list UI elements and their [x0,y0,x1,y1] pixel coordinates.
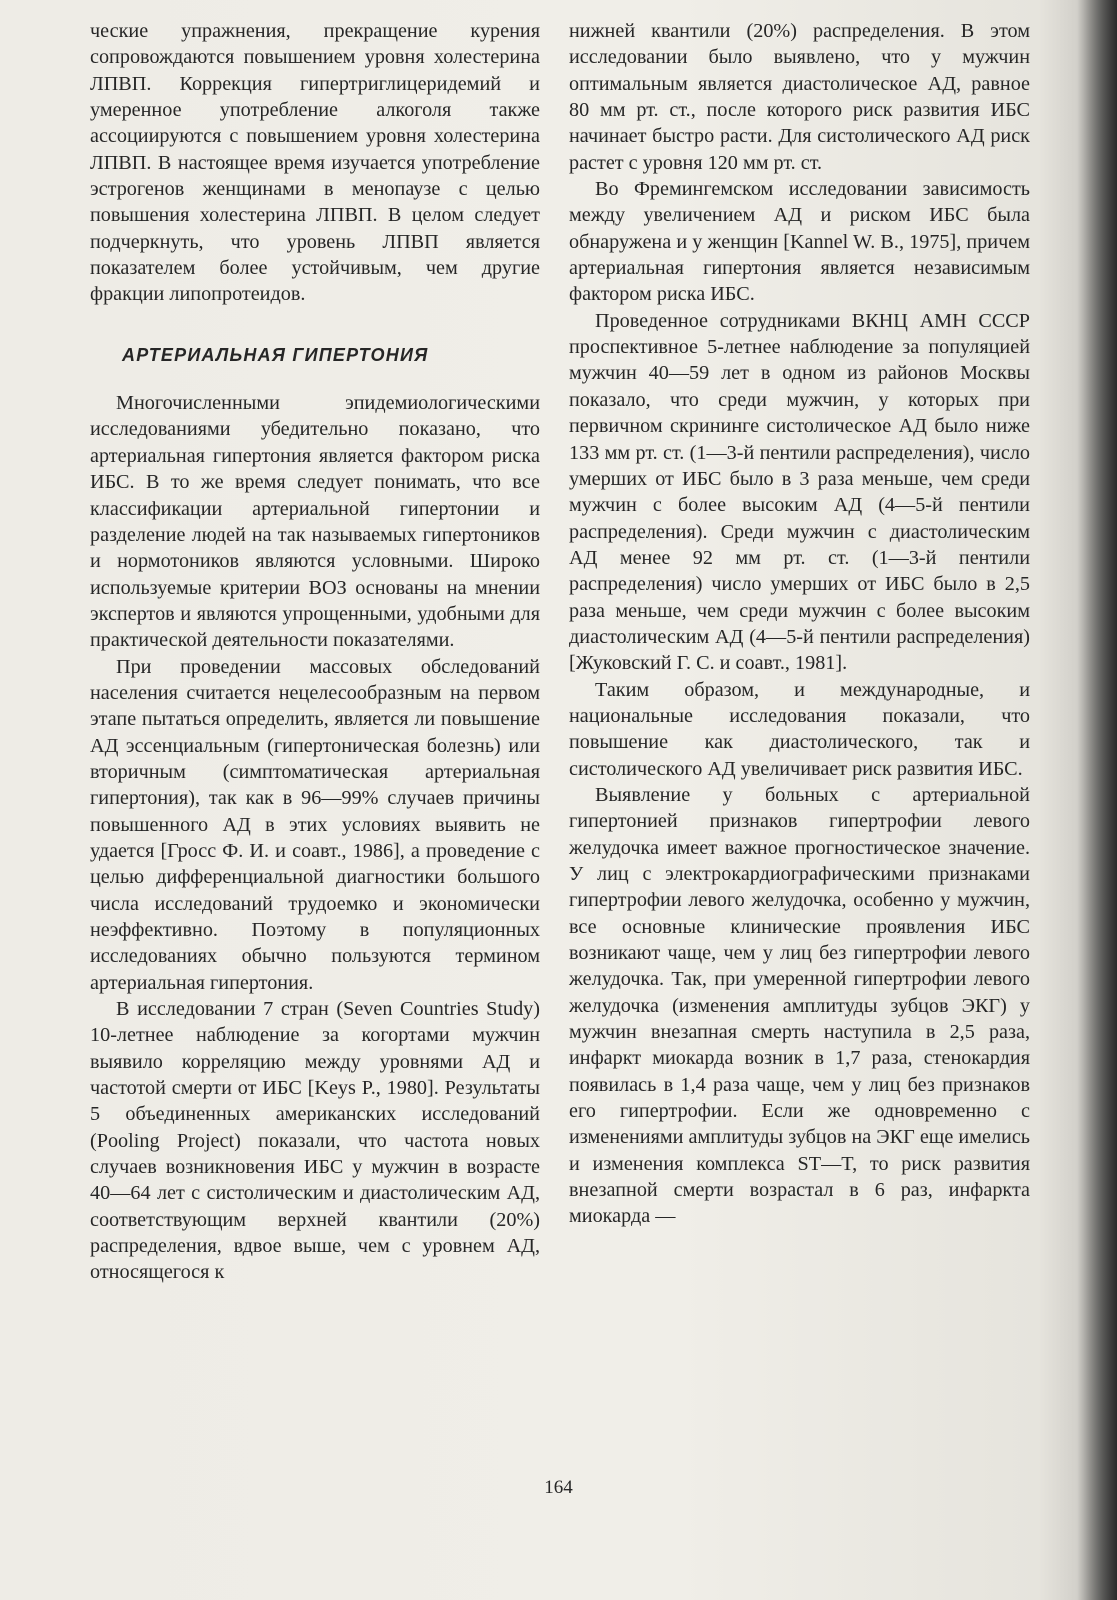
paragraph: Во Фремингемском исследовании зависимость между увеличением АД и риском ИБС была обнаружена и у женщин [Kannel W. B., 1975], причем артериальная гипертония является независимым фактором риска ИБС. [569,178,1030,306]
paragraph: Таким образом, и международные, и национальные исследования показали, что повышение как диастолического, так и систолического АД увеличивает риск развития ИБС. [569,678,1030,780]
paragraph: Многочисленными эпидемиологическими исследованиями убедительно показано, что артериальная гипертония является фактором риска ИБС. В то же время следует понимать, что все классификации артериальной гипертонии и разделение людей на так называемых гипертоников и нормотоников являются условными. Широко используемые критерии ВОЗ основаны на мнении экспертов и являются упрощенными, удобными для практической деятельности показателями. [90,392,540,652]
paragraph: При проведении массовых обследований населения считается нецелесообразным на первом этапе пытаться определить, является ли повышение АД эссенциальным (гипертоническая болезнь) или вторичным (симптоматическая артериальная гипертония), так как в 96—99% случаев причины повышенного АД в этих условиях выявить не удается [Гросс Ф. И. и соавт., 1986], а проведение с целью дифференциальной диагностики большого числа исследований трудоемко и экономически неэффективно. Поэтому в популяционных исследованиях обычно пользуются термином артериальная гипертония. [90,655,540,994]
right-column [569,18,1030,1230]
paragraph: В исследовании 7 стран (Seven Countries Study) 10-летнее наблюдение за когортами мужчин выявило корреляцию между уровнями АД и частотой смерти от ИБС [Keys P., 1980]. Результаты 5 объединенных американских исследований (Pooling Project) показали, что частота новых случаев возникновения ИБС у мужчин в возрасте 40—64 лет с систолическим и диастолическим АД, соответствующим верхней квантили (20%) распределения, вдвое выше, чем с уровнем АД, относящегося к [90,998,540,1284]
section-heading: АРТЕРИАЛЬНАЯ ГИПЕРТОНИЯ [122,344,429,365]
page-number: 164 [544,1477,573,1498]
paragraph: нижней квантили (20%) распределения. В этом исследовании было выявлено, что у мужчин оптимальным является диастолическое АД, равное 80 мм рт. ст., после которого риск развития ИБС начинает быстро расти. Для систолического АД риск растет с уровня 120 мм рт. ст. [569,20,1030,174]
paragraph: Проведенное сотрудниками ВКНЦ АМН СССР проспективное 5-летнее наблюдение за популяцией мужчин 40—59 лет в одном из районов Москвы показало, что среди мужчин, у которых при первичном скрининге систолическое АД было ниже 133 мм рт. ст. (1—3-й пентили распределения), число умерших от ИБС было в 3 раза меньше, чем среди мужчин с более высоким АД (4—5-й пентили распределения). Среди мужчин с диастолическим АД менее 92 мм рт. ст. (1—3-й пентили распределения) число умерших от ИБС было в 2,5 раза меньше, чем среди мужчин с более высоким диастолическим АД (4—5-й пентили распределения) [Жуковский Г. С. и соавт., 1981]. [569,309,1030,675]
book-spine-shadow [1077,0,1117,1600]
left-column [90,18,540,1286]
paragraph: Выявление у больных с артериальной гипертонией признаков гипертрофии левого желудочка имеет важное прогностическое значение. У лиц с электрокардиографическими признаками гипертрофии левого желудочка, особенно у мужчин, все основные клинические проявления ИБС возникают чаще, чем у лиц без гипертрофии левого желудочка. Так, при умеренной гипертрофии левого желудочка (изменения амплитуды зубцов ЭКГ) у мужчин внезапная смерть наступила в 2,5 раза, инфаркт миокарда возник в 1,7 раза, стенокардия появилась в 1,4 раза чаще, чем у лиц без признаков его гипертрофии. Если же одновременно с изменениями амплитуды зубцов на ЭКГ еще имелись и изменения комплекса ST—T, то риск развития внезапной смерти возрастал в 6 раз, инфаркта миокарда — [569,783,1030,1228]
paragraph: ческие упражнения, прекращение курения сопровождаются повышением уровня холестерина ЛПВП. Коррекция гипертриглицеридемий и умеренное употребление алкоголя также ассоциируются с повышением уровня холестерина ЛПВП. В настоящее время изучается употребление эстрогенов женщинами в менопаузе с целью повышения холестерина ЛПВП. В целом следует подчеркнуть, что уровень ЛПВП является показателем более устойчивым, чем другие фракции липопротеидов. [90,20,540,306]
